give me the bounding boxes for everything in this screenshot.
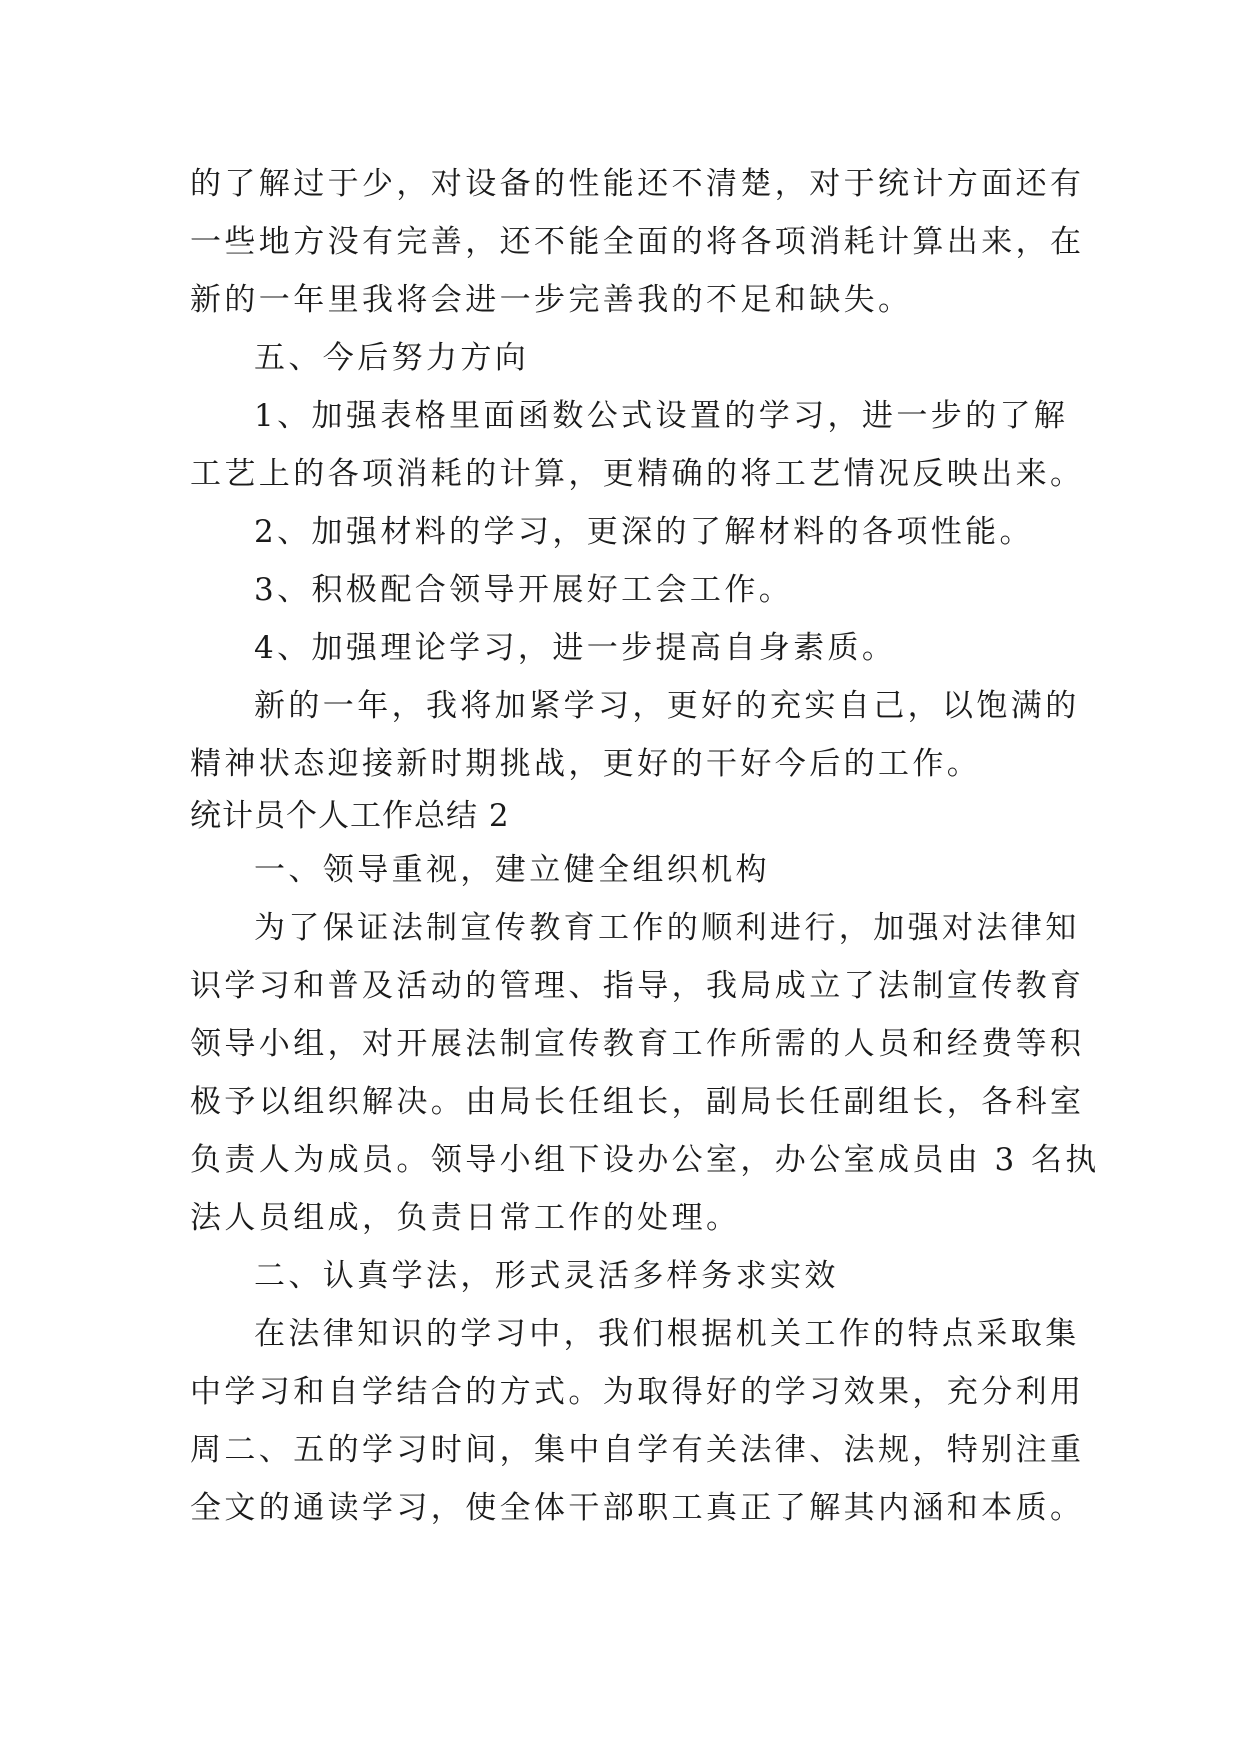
paragraph-line: 一些地方没有完善，还不能全面的将各项消耗计算出来，在 — [190, 224, 1085, 260]
paragraph-line: 法人员组成，负责日常工作的处理。 — [190, 1200, 741, 1236]
paragraph-line: 识学习和普及活动的管理、指导，我局成立了法制宣传教育 — [190, 968, 1085, 1004]
list-item: 1、加强表格里面函数公式设置的学习，进一步的了解 — [254, 398, 1069, 434]
paragraph-line: 的了解过于少，对设备的性能还不清楚，对于统计方面还有 — [190, 166, 1085, 202]
document-title: 统计员个人工作总结 2 — [190, 798, 510, 834]
paragraph-line: 全文的通读学习，使全体干部职工真正了解其内涵和本质。 — [190, 1490, 1085, 1526]
list-item: 4、加强理论学习，进一步提高自身素质。 — [254, 630, 897, 666]
list-item: 2、加强材料的学习，更深的了解材料的各项性能。 — [254, 514, 1034, 550]
section-heading: 二、认真学法，形式灵活多样务求实效 — [254, 1258, 839, 1294]
paragraph-line: 工艺上的各项消耗的计算，更精确的将工艺情况反映出来。 — [190, 456, 1085, 492]
paragraph-line: 极予以组织解决。由局长任组长，副局长任副组长，各科室 — [190, 1084, 1085, 1120]
section-heading: 五、今后努力方向 — [254, 340, 530, 376]
paragraph-line: 新的一年里我将会进一步完善我的不足和缺失。 — [190, 282, 913, 318]
section-heading: 一、领导重视，建立健全组织机构 — [254, 852, 770, 888]
paragraph-line: 精神状态迎接新时期挑战，更好的干好今后的工作。 — [190, 746, 982, 782]
paragraph-line: 负责人为成员。领导小组下设办公室，办公室成员由 3 名执 — [190, 1142, 1100, 1178]
list-item: 3、积极配合领导开展好工会工作。 — [254, 572, 794, 608]
paragraph-line: 在法律知识的学习中，我们根据机关工作的特点采取集 — [254, 1316, 1080, 1352]
paragraph-line: 中学习和自学结合的方式。为取得好的学习效果，充分利用 — [190, 1374, 1085, 1410]
paragraph-line: 新的一年，我将加紧学习，更好的充实自己，以饱满的 — [254, 688, 1080, 724]
paragraph-line: 为了保证法制宣传教育工作的顺利进行，加强对法律知 — [254, 910, 1080, 946]
paragraph-line: 周二、五的学习时间，集中自学有关法律、法规，特别注重 — [190, 1432, 1085, 1468]
paragraph-line: 领导小组，对开展法制宣传教育工作所需的人员和经费等积 — [190, 1026, 1085, 1062]
